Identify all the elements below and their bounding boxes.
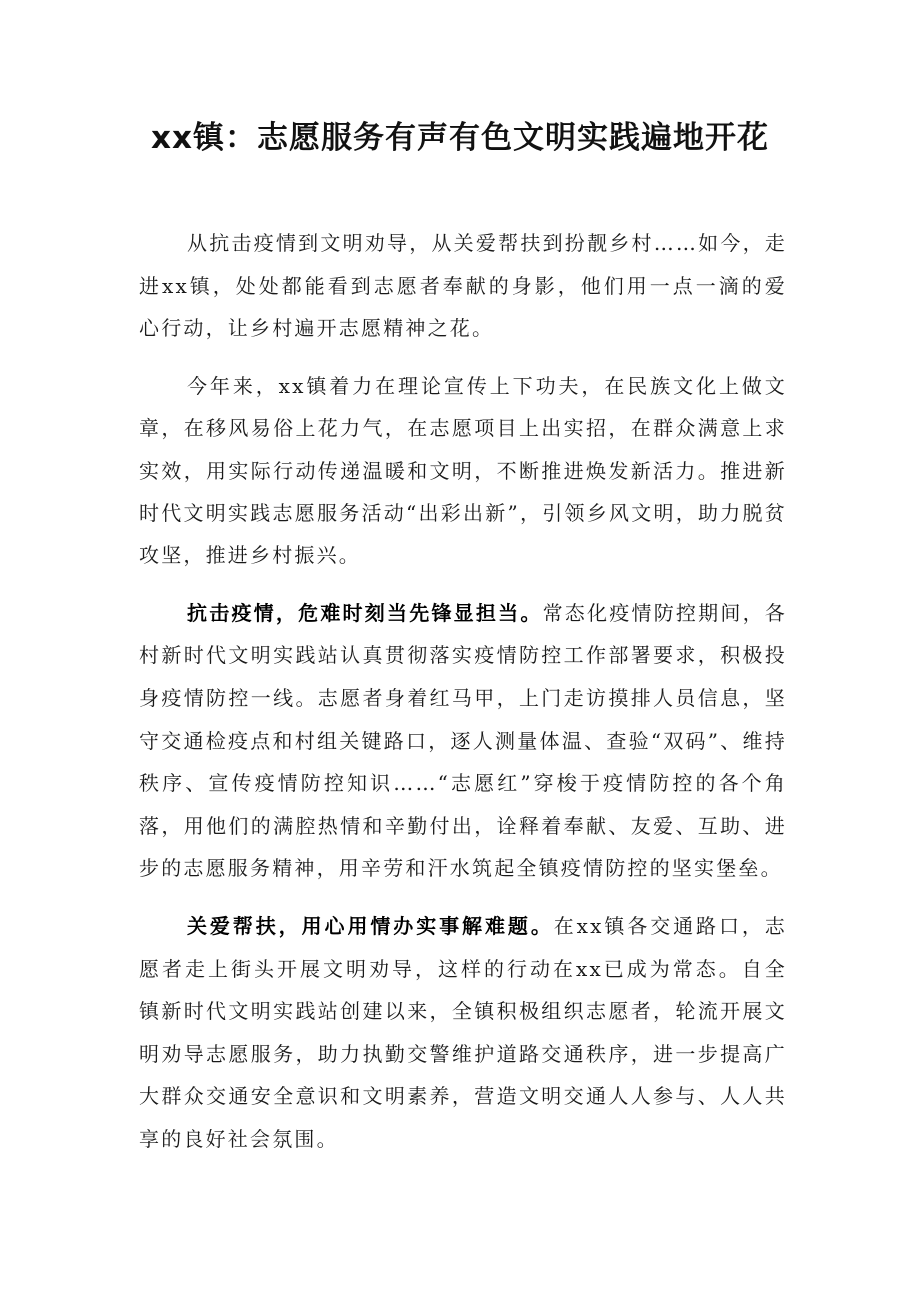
paragraph-text: 常态化疫情防控期间，各村新时代文明实践站认真贯彻落实疫情防控工作部署要求，积极投身疫情防控一线。志愿者身着红马甲，上门走访摸排人员信息，坚守交通检疫点和村组关键路口，逐人测量体温、查验“双码”、维持秩序、宣传疫情防控知识……“志愿红”穿梭于疫情防控的各个角落，用他们的满腔热情和辛勤付出，诠释着奉献、友爱、互助、进步的志愿服务精神，用辛劳和汗水筑起全镇疫情防控的坚实堡垒。 (139, 600, 788, 881)
paragraph-text: 在xx镇各交通路口，志愿者走上街头开展文明劝导，这样的行动在xx已成为常态。自全镇新时代文明实践站创建以来，全镇积极组织志愿者，轮流开展文明劝导志愿服务，助力执勤交警维护道路交通秩序，进一步提高广大群众交通安全意识和文明素养，营造文明交通人人参与、人人共享的良好社会氛围。 (139, 913, 787, 1151)
paragraph-care (139, 905, 787, 1161)
paragraph-intro (139, 222, 787, 350)
document-body (139, 222, 787, 1176)
document-title: xx镇：志愿服务有声有色文明实践遍地开花 (151, 120, 769, 156)
paragraph-lead: 关爱帮扶，用心用情办实事解难题。 (187, 913, 554, 938)
paragraph-overview (139, 365, 787, 577)
paragraph-text: 今年来，xx镇着力在理论宣传上下功夫，在民族文化上做文章，在移风易俗上花力气，在志愿项目上出实招，在群众满意上求实效，用实际行动传递温暖和文明，不断推进焕发新活力。推进新时代文明实践志愿服务活动“出彩出新”，引领乡风文明，助力脱贫攻坚，推进乡村振兴。 (139, 373, 787, 568)
paragraph-lead: 抗击疫情，危难时刻当先锋显担当。 (187, 600, 543, 625)
paragraph-text: 从抗击疫情到文明劝导，从关爱帮扶到扮靓乡村……如今，走进xx镇，处处都能看到志愿者奉献的身影，他们用一点一滴的爱心行动，让乡村遍开志愿精神之花。 (139, 231, 787, 341)
paragraph-epidemic (139, 592, 787, 890)
